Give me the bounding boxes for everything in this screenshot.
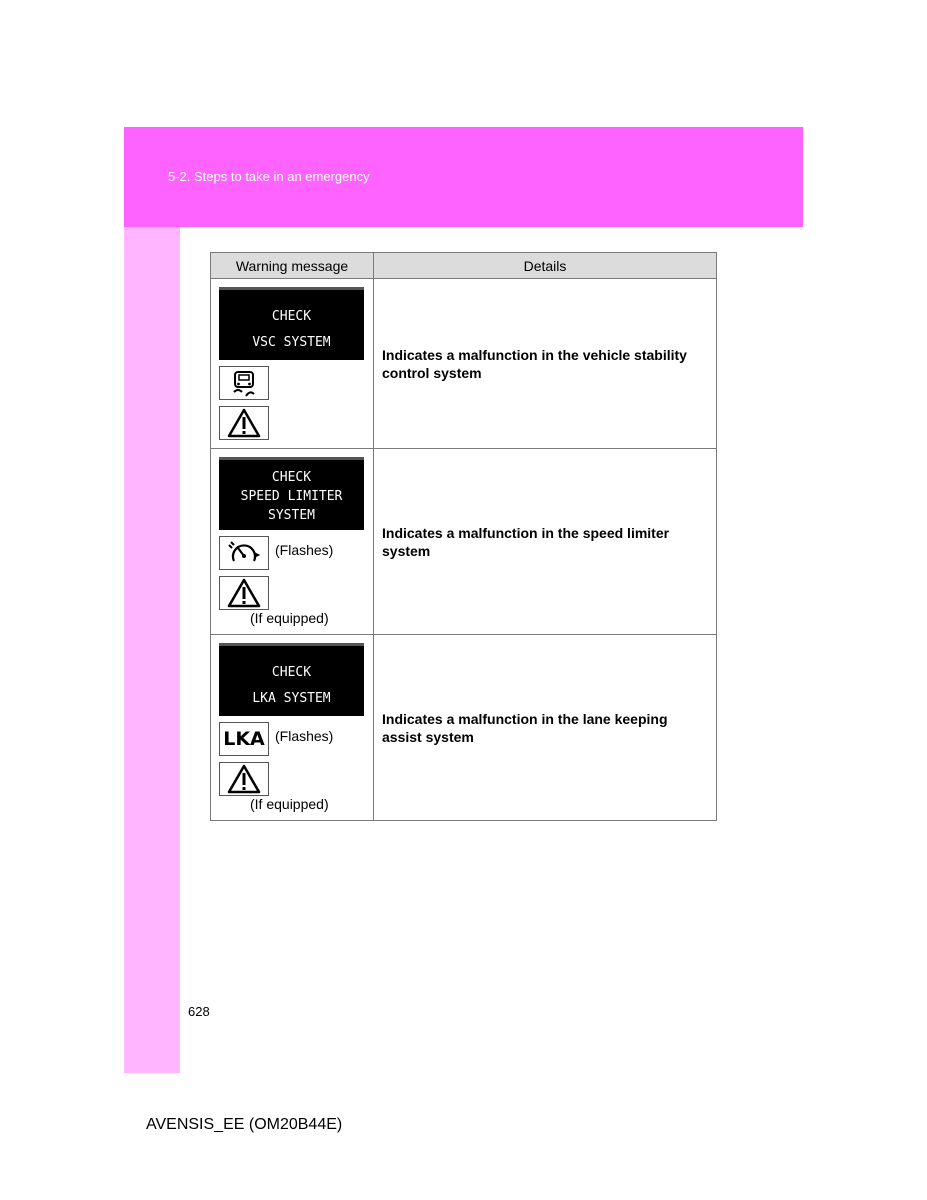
flashes-note: (Flashes) (275, 728, 334, 744)
warning-message-cell (211, 449, 374, 635)
table-row (211, 635, 717, 821)
if-equipped-note: (If equipped) (250, 796, 329, 812)
details-cell: Indicates a malfunction in the lane keeping assist system (374, 635, 717, 821)
table-row (211, 449, 717, 635)
vsc-skid-icon (219, 366, 269, 400)
lcd-line: LKA SYSTEM (252, 691, 331, 706)
master-warning-icon (219, 406, 269, 440)
warning-message-cell (211, 279, 374, 449)
lcd-line: VSC SYSTEM (252, 335, 331, 350)
lka-icon-label: LKA (223, 728, 265, 750)
flashes-note: (Flashes) (275, 542, 334, 558)
lcd-line: SYSTEM (268, 508, 315, 523)
warning-table (210, 252, 717, 821)
lcd-line: SPEED LIMITER (240, 489, 343, 504)
warning-message-cell (211, 635, 374, 821)
column-header-warning-message: Warning message (211, 253, 374, 279)
header-band (124, 127, 803, 227)
lcd-line: CHECK (271, 665, 312, 680)
table-header-row (211, 253, 717, 279)
lka-icon (219, 722, 269, 756)
details-cell: Indicates a malfunction in the vehicle stability control system (374, 279, 717, 449)
lcd-line: CHECK (271, 309, 312, 324)
details-cell: Indicates a malfunction in the speed limiter system (374, 449, 717, 635)
lcd-display (219, 643, 364, 716)
table-row (211, 279, 717, 449)
side-strip (124, 227, 180, 1073)
lcd-display (219, 287, 364, 360)
lcd-display (219, 457, 364, 530)
master-warning-icon (219, 762, 269, 796)
speed-limiter-icon (219, 536, 269, 570)
section-title: 5-2. Steps to take in an emergency (168, 169, 370, 184)
column-header-details: Details (374, 253, 717, 279)
page-number: 628 (188, 1004, 210, 1019)
if-equipped-note: (If equipped) (250, 610, 329, 626)
lcd-line: CHECK (271, 470, 312, 485)
master-warning-icon (219, 576, 269, 610)
footer-model-code: AVENSIS_EE (OM20B44E) (146, 1116, 343, 1133)
